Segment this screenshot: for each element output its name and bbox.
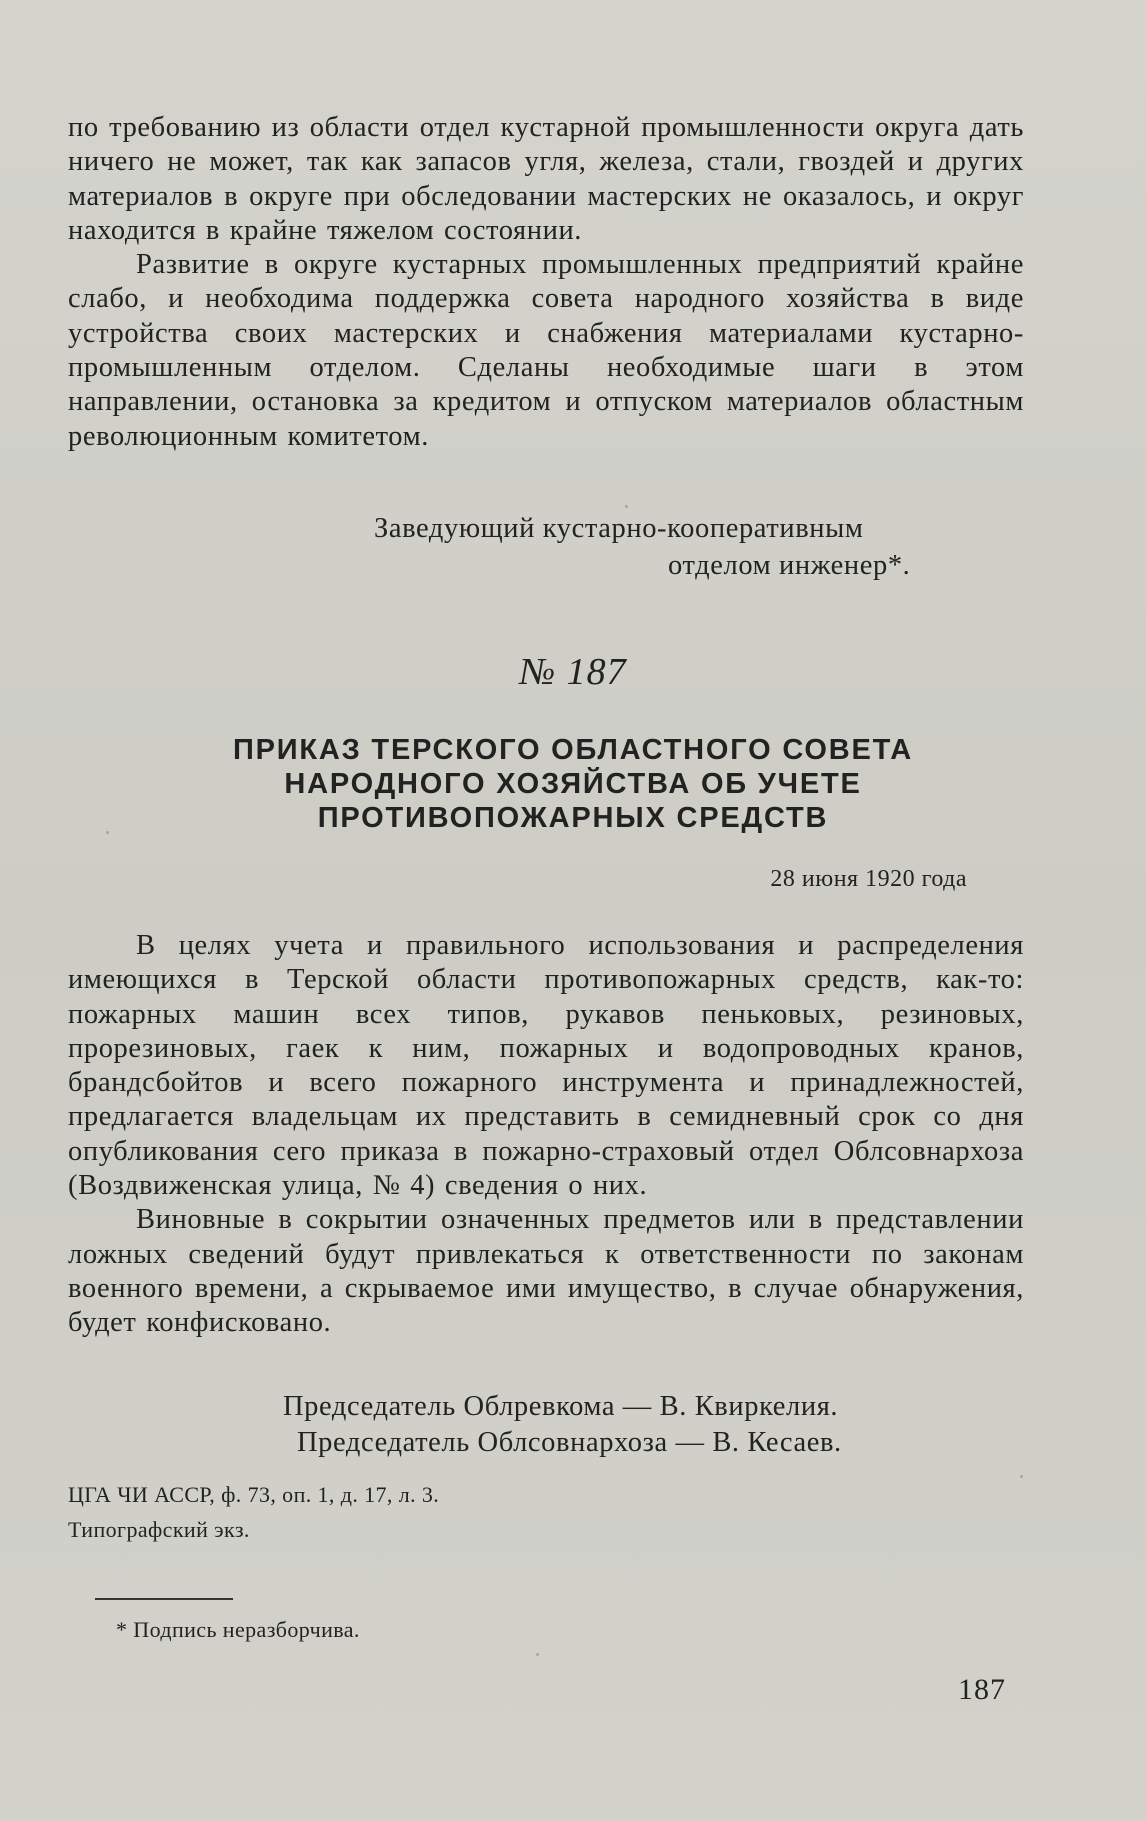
page-number: 187 xyxy=(958,1673,1006,1706)
paper-speck xyxy=(625,505,628,508)
document-title xyxy=(100,733,1046,835)
top-paragraph-2: Развитие в округе кустарных промышленных предприятий крайне слабо, и необходима поддержка совета народного хозяйства в виде устройства своих мастерских и снабжения материалами кустарно-промышленным отделом. Сделаны необходимые шаги в этом направлении, остановка за кредитом и отпуском материалов областным революционным комитетом. xyxy=(68,249,1024,452)
footnote: * Подпись неразборчива. xyxy=(116,1617,360,1642)
paper-speck xyxy=(1020,1475,1023,1478)
top-signature-line-1: Заведующий кустарно-кооперативным xyxy=(374,513,864,544)
document-paragraph-1: В целях учета и правильного использования и распределения имеющихся в Терской области противопожарных средств, как-то: пожарных машин всех типов, рукавов пеньковых, резиновых, прорезиновых, гаек к ним, пожарных и водопроводных кранов, брандсбойтов и всего пожарного инструмента и принадлежностей, предлагается владельцам их представить в семидневный срок со дня опубликования сего приказа в пожарно-страховый отдел Облсовнархоза (Воздвиженская улица, № 4) сведения о них. xyxy=(68,930,1024,1202)
signature-chairman-oblsovnarkhoz: Председатель Облсовнархоза — В. Кесаев. xyxy=(297,1427,842,1458)
top-paragraph-1: по требованию из области отдел кустарной промышленности округа дать ничего не может, так как запасов угля, железа, стали, гвоздей и других материалов в округе при обследовании мастерских не оказалось, и округ находится в крайне тяжелом состоянии. xyxy=(68,112,1024,246)
document-date: 28 июня 1920 года xyxy=(770,866,967,892)
footnote-divider xyxy=(95,1598,233,1600)
copy-type: Типографский экз. xyxy=(68,1517,250,1542)
document-title-line-1: ПРИКАЗ ТЕРСКОГО ОБЛАСТНОГО СОВЕТА xyxy=(232,734,914,766)
document-number: № 187 xyxy=(519,651,627,693)
paper-speck xyxy=(106,831,109,834)
document-body xyxy=(68,929,1024,1341)
document-title-line-3: ПРОТИВОПОЖАРНЫХ СРЕДСТВ xyxy=(317,802,829,834)
document-paragraph-2: Виновные в сокрытии означенных предметов или в представлении ложных сведений будут привлекаться к ответственности по законам военного времени, а скрываемое ими имущество, в случае обнаружения, будет конфисковано. xyxy=(68,1204,1024,1339)
archive-source: ЦГА ЧИ АССР, ф. 73, оп. 1, д. 17, л. 3. xyxy=(68,1482,440,1507)
signature-chairman-oblrevkom: Председатель Облревкома — В. Квиркелия. xyxy=(283,1391,839,1422)
top-signature-line-2: отделом инженер*. xyxy=(668,550,911,581)
paper-speck xyxy=(536,1653,539,1656)
document-title-line-2: НАРОДНОГО ХОЗЯЙСТВА ОБ УЧЕТЕ xyxy=(284,768,862,800)
top-text-block xyxy=(68,111,1024,454)
